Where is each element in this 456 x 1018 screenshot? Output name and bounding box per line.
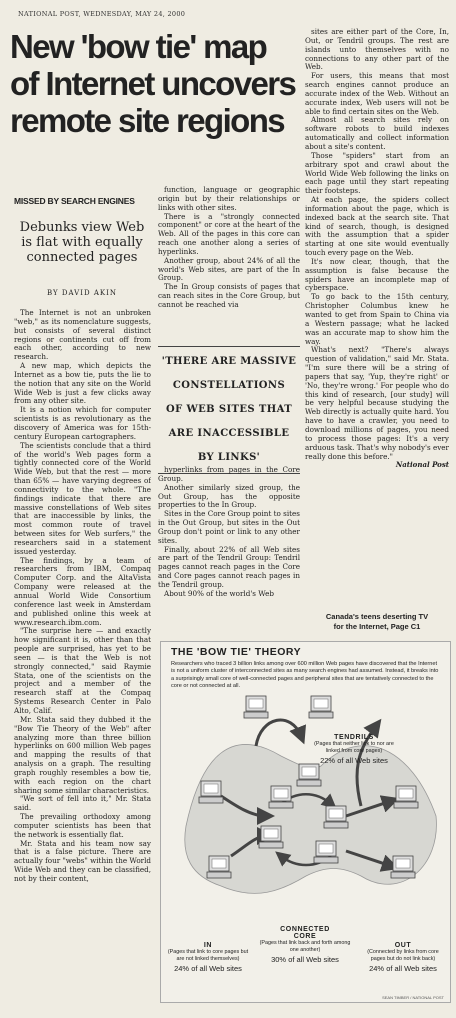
pull-quote-line: BY LINKS'	[197, 452, 261, 463]
out-percentage: 24% of all Web sites	[369, 964, 437, 974]
paragraph: It's now clear, though, that the assumption is false because the spiders have an incomplete map of cyberspace.	[305, 256, 449, 293]
paragraph: About 90% of the world's Web	[164, 588, 274, 598]
paragraph: Mr. Stata said they dubbed it the "Bow Tie Theory of the Web" after analyzing more than three billion hyperlinks on 600 million Web pages and mapping the results of that analysis on a graph. The resulting graph roughly resembles a bow tie, with each region on the chart sharing some similar characteristics.	[14, 714, 151, 795]
teaser-line: Canada's teens deserting TV	[325, 612, 429, 621]
article-column-2-top	[158, 186, 300, 336]
arrow	[256, 720, 301, 746]
headline-line-2: of Internet uncovers	[10, 65, 296, 102]
paragraph: It is a notion which for computer scientists is as revolutionary as the discovery of America was for 15th-century European cartographers.	[14, 405, 151, 441]
pull-quote-line: ARE INACCESSIBLE	[168, 428, 290, 439]
dateline: NATIONAL POST, WEDNESDAY, MAY 24, 2000	[18, 10, 186, 18]
computer-icon	[309, 696, 333, 718]
in-heading: IN	[203, 942, 213, 949]
tendrils-percentage: 22% of all Web sites	[320, 756, 388, 766]
paragraph: Another similarly sized group, the Out Group, has the opposite properties to the In Group.	[158, 482, 300, 510]
paragraph: Those "spiders" start from an arbitrary spot and crawl about the World Wide Web following the links on each page until they start repeating their footsteps.	[305, 150, 449, 196]
computer-icon	[244, 696, 268, 718]
kicker: MISSED BY SEARCH ENGINES	[14, 196, 135, 206]
tendrils-description: (Pages that neither link to nor are linked from core pages)	[314, 741, 394, 754]
paragraph: What's next? "There's always question of validation," said Mr. Stata. "I'm sure there will be a string of papers that say, 'Yup, they're right' or 'No, they're wrong.' For people who do this kind of research, [our study] will be very helpful because studying the Web directly is actually quite hard. You have to have a crawler, you need to download millions of pages, you need to process those pages: It's a very arduous task. That's why nobody's ever really done this before."	[305, 345, 449, 461]
core-description: (Pages that link back and forth among one another)	[259, 940, 351, 953]
paragraph: Sites in the Core Group point to sites in the Out Group, but sites in the Out Group don't point or link to any other sites.	[158, 509, 300, 545]
computer-icon	[259, 826, 283, 848]
out-heading: OUT	[394, 942, 412, 949]
core-label	[255, 926, 355, 964]
paragraph: The findings, by a team of researchers from IBM, Compaq Computer Corp. and the AltaVista Company were released at the annual World Wide Consortium conference last week in Amsterdam and published online this week at www.research.ibm.com.	[14, 555, 151, 627]
core-heading: CONNECTED CORE	[280, 926, 330, 940]
pull-quote	[158, 346, 300, 474]
computer-icon	[269, 786, 293, 808]
deck: Debunks view Web is flat with equally connected pages	[19, 220, 145, 265]
in-description: (Pages that link to core pages but are not linked themselves)	[167, 949, 249, 962]
paragraph: Finally, about 22% of all Web sites are part of the Tendril Group: Tendril pages cannot reach pages in the Core and Core pages cannot reach pages in the Tendril group.	[158, 544, 300, 589]
computer-icon	[324, 806, 348, 828]
in-percentage: 24% of all Web sites	[174, 964, 242, 974]
paragraph: Another group, about 24% of all the world's Web sites, are part of the In Group.	[158, 255, 300, 283]
teaser[interactable]	[305, 612, 449, 632]
paragraph: The In Group consists of pages that can reach sites in the Core Group, but cannot be reached via	[158, 282, 300, 309]
in-label	[167, 942, 249, 973]
computer-icon	[394, 786, 418, 808]
byline: BY DAVID AKIN	[46, 289, 118, 297]
bow-tie-illustration	[161, 686, 450, 946]
paragraph: The Internet is not an unbroken "web," as its nomenclature suggests, but consists of several distinct regions or continents cut off from each other, according to new research.	[14, 309, 151, 362]
out-description: (Connected by links from core pages but do not link back)	[367, 949, 439, 962]
article-column-3	[305, 28, 449, 610]
graphic-title: THE 'BOW TIE' THEORY	[171, 646, 302, 658]
paragraph: There is a "strongly connected component" or core at the heart of the Web. All of the pages in this core can reach one another along a series of hyperlinks.	[158, 211, 300, 256]
paragraph: At each page, the spiders collect information about the page, which is indexed back at the search site. That kind of search, though, is designed with the assumption that a spider starting at one site would eventually touch every page on the Web.	[305, 195, 449, 258]
tendrils-heading: TENDRILS	[334, 734, 374, 741]
article-column-1	[14, 309, 151, 1014]
headline	[10, 28, 300, 139]
computer-icon	[297, 764, 321, 786]
paragraph: "The surprise here — and exactly how significant it is, other than that people are surprised, has yet to be seen — is that the Web is not strongly connected," said Raymie Stata, one of the scientists on the project and a member of the research staff at the Compaq Systems Research Center in Palo Alto, Calif.	[14, 626, 151, 715]
computer-icon	[207, 856, 231, 878]
article-credit: National Post	[395, 460, 449, 470]
pull-quote-line: CONSTELLATIONS	[172, 380, 286, 391]
tendrils-label	[311, 734, 397, 765]
out-label	[361, 942, 445, 973]
pull-quote-line: 'THERE ARE MASSIVE	[161, 356, 297, 367]
paragraph: hyperlinks from pages in the Core Group.	[158, 466, 300, 483]
computer-icon	[199, 781, 223, 803]
graphic-intro: Researchers who traced 3 billion links among over 600 million Web pages have discovered that the Internet is not a uniform cluster of interconnected sites as many search engines had assumed. Instead, it breaks into a surprisingly small core of well-connected pages and peripheral sites that are tentatively connected to the core or not connected at all.	[171, 661, 439, 690]
paragraph: sites are either part of the Core, In, Out, or Tendril groups. The rest are islands unto themselves with no connections to any other part of the Web.	[305, 28, 449, 72]
article-column-2-bottom	[158, 466, 300, 638]
paragraph: "We sort of fell into it," Mr. Stata said.	[14, 794, 151, 813]
paragraph: function, language or geographic origin but by their relationships or links with other sites.	[158, 186, 300, 212]
computer-icon	[391, 856, 415, 878]
paragraph: The prevailing orthodoxy among computer scientists has been that the network is essentially flat.	[14, 812, 151, 839]
graphic-credit: SEAN TIMBER / NATIONAL POST	[382, 995, 444, 1000]
core-percentage: 30% of all Web sites	[271, 955, 339, 965]
computer-icon	[314, 841, 338, 863]
headline-line-1: New 'bow tie' map	[10, 28, 267, 65]
teaser-line: for the Internet, Page C1	[333, 622, 421, 631]
paragraph: The scientists conclude that a third of the world's Web pages form a tightly connected core of the World Wide Web, but that the rest — more than 65% — have varying degrees of connectivity to the whole. "The findings indicate that there are massive constellations of Web sites that are inaccessible by links, the most common route of travel between sites for Web surfers," the researchers said in a statement issued yesterday.	[14, 440, 151, 556]
headline-line-3: remote site regions	[10, 102, 285, 139]
paragraph: A new map, which depicts the Internet as a bow tie, puts the lie to the notion that any site on the World Wide Web is just a few clicks away from any other site.	[14, 361, 151, 406]
paragraph: To go back to the 15th century, Christopher Columbus knew he wanted to get from Spain to China via a Western passage; what he lacked was an accurate map to show him the way.	[305, 292, 449, 346]
bow-tie-graphic	[160, 641, 451, 1003]
pull-quote-line: OF WEB SITES THAT	[165, 404, 293, 415]
paragraph: Almost all search sites rely on software robots to build indexes automatically and collect information about a site's content.	[305, 115, 449, 151]
paragraph: Mr. Stata and his team now say that is a false picture. There are actually four "webs" within the World Wide Web and they can be classified, not by their content,	[14, 838, 151, 883]
paragraph: For users, this means that most search engines cannot produce an accurate index of the Web. Without an accurate index, Web users will not be able to find certain sites on the Web.	[305, 71, 449, 116]
